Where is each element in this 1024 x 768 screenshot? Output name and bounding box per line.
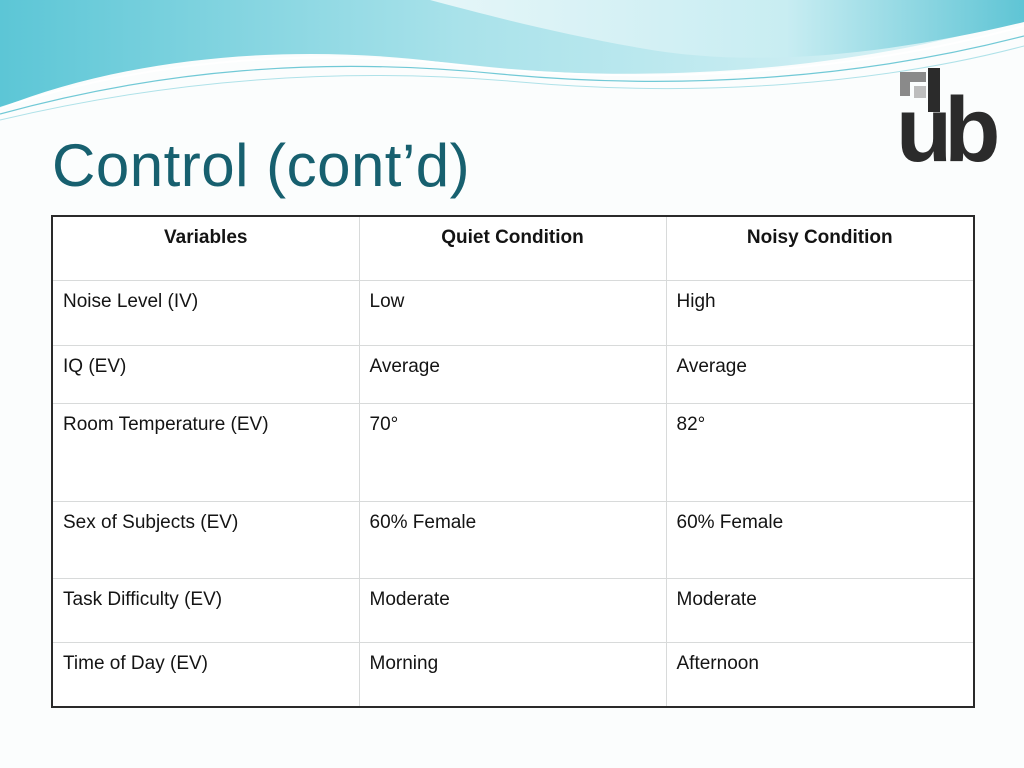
table-cell-quiet: Average	[359, 345, 666, 403]
table-cell-variable: Sex of Subjects (EV)	[52, 501, 359, 578]
table-cell-noisy: Afternoon	[666, 642, 974, 707]
table-cell-variable: Task Difficulty (EV)	[52, 578, 359, 642]
comparison-table	[51, 215, 975, 708]
table-cell-variable: Time of Day (EV)	[52, 642, 359, 707]
header-noisy-condition: Noisy Condition	[666, 216, 974, 280]
table-row	[52, 501, 974, 578]
ub-logo	[896, 68, 996, 181]
table-cell-noisy: Moderate	[666, 578, 974, 642]
header-quiet-condition: Quiet Condition	[359, 216, 666, 280]
table-row	[52, 578, 974, 642]
table-cell-quiet: Low	[359, 280, 666, 345]
header-wave-decoration	[0, 0, 1024, 130]
logo-text: ub	[896, 79, 993, 181]
table-cell-noisy: 82°	[666, 403, 974, 501]
table-header-row	[52, 216, 974, 280]
table-row	[52, 345, 974, 403]
table-cell-variable: IQ (EV)	[52, 345, 359, 403]
slide-title: Control (cont’d)	[52, 132, 471, 199]
table-row	[52, 642, 974, 707]
table-row	[52, 403, 974, 501]
table-row	[52, 280, 974, 345]
table-cell-quiet: 60% Female	[359, 501, 666, 578]
comparison-table-container	[51, 215, 973, 708]
table-cell-noisy: 60% Female	[666, 501, 974, 578]
table-cell-quiet: Moderate	[359, 578, 666, 642]
table-cell-quiet: Morning	[359, 642, 666, 707]
header-variables: Variables	[52, 216, 359, 280]
table-cell-variable: Noise Level (IV)	[52, 280, 359, 345]
table-cell-variable: Room Temperature (EV)	[52, 403, 359, 501]
table-cell-quiet: 70°	[359, 403, 666, 501]
table-cell-noisy: Average	[666, 345, 974, 403]
table-cell-noisy: High	[666, 280, 974, 345]
